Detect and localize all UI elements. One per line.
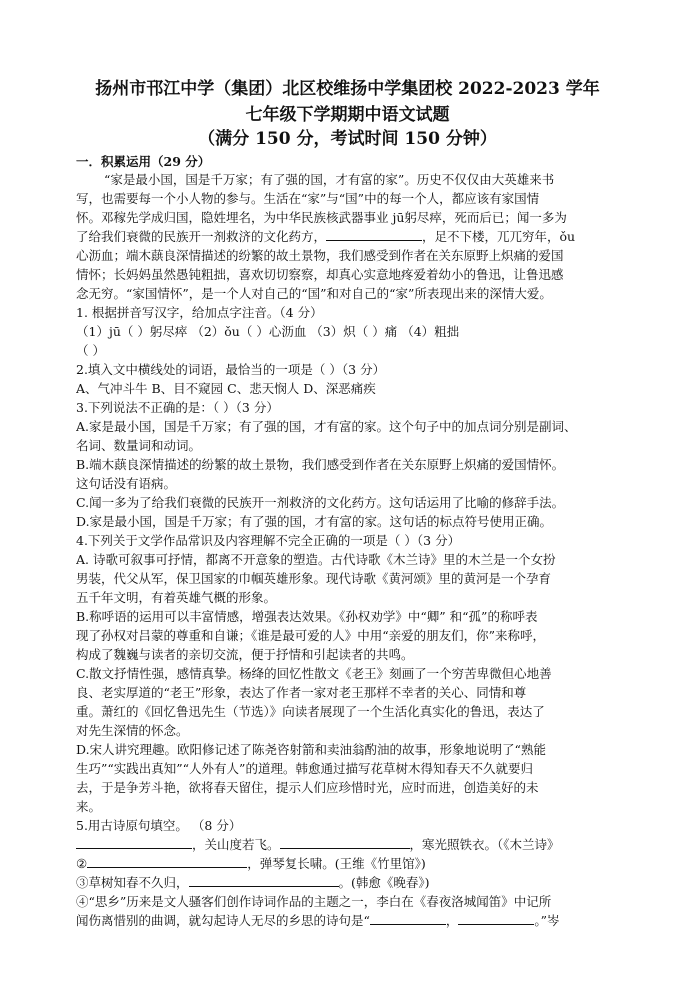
- question-1-stem: 1. 根据拼音写汉字，给加点字注音。（4 分）: [76, 305, 323, 320]
- answer-blank[interactable]: [189, 873, 339, 887]
- question-4-stem: 4.下列关于文学作品常识及内容理解不完全正确的一项是（ ）（3 分）: [76, 533, 461, 548]
- question-4-option: 来。: [76, 799, 102, 814]
- passage-text: 了给我们衰微的民族开一剂救济的文化药方，: [76, 229, 327, 244]
- passage-text: ，足不下楼，兀兀穷年，ǒu: [422, 229, 576, 244]
- question-4-option: 良、老实厚道的“老王”形象，表达了作者一家对老王那样不幸者的关心、同情和尊: [76, 685, 527, 700]
- question-4-option: A. 诗歌可叙事可抒情，都离不开意象的塑造。古代诗歌《木兰诗》里的木兰是一个女扮: [76, 552, 556, 567]
- poem-text: ③草树知春不久归，: [76, 875, 189, 890]
- exam-title-line1: 扬州市邗江中学（集团）北区校维扬中学集团校 2022-2023 学年: [95, 79, 600, 99]
- question-5-stem: 5.用古诗原句填空。 （8 分）: [76, 818, 242, 833]
- passage-line-with-blank: [76, 227, 628, 246]
- poem-text: ，: [445, 913, 459, 928]
- question-1-items-cont: （ ）: [76, 343, 105, 358]
- poem-text: ，寒光照铁衣。（《木兰诗》: [409, 837, 560, 852]
- passage-line: 念无穷。“家国情怀”，是一个人对自己的“国”和对自己的“家”所表现出来的深情大爱。: [76, 286, 552, 301]
- poem-text: ，关山度若飞。: [192, 837, 280, 852]
- question-3-option: A.家是最小国，国是千万家；有了强的国，才有富的家。这个句子中的加点词分别是副词、: [76, 419, 577, 434]
- passage-line: 心沥血；端木蕻良深情描述的纷繁的故土景物，我们感受到作者在关东原野上炽痛的爱国: [76, 248, 564, 263]
- exam-title-line2: 七年级下学期期中语文试题: [245, 105, 450, 125]
- question-2-stem: 2.填入文中横线处的词语，最恰当的一项是（ ）（3 分）: [76, 362, 386, 377]
- question-3-option: C.闻一多为了给我们衰微的民族开一剂救济的文化药方。这句话运用了比喻的修辞手法。: [76, 495, 565, 510]
- poem-text: 闻伤离惜别的曲调，就勾起诗人无尽的乡思的诗句是“: [76, 913, 370, 928]
- question-3-stem: 3.下列说法不正确的是：（ ）（3 分）: [76, 400, 279, 415]
- question-4-option: B.称呼语的运用可以丰富情感，增强表达效果。《孙权劝学》中“卿” 和“孤”的称呼表: [76, 609, 538, 624]
- question-4-option: 现了孙权对吕蒙的尊重和自谦；《谁是最可爱的人》中用“亲爱的朋友们，你”来称呼，: [76, 628, 546, 643]
- question-4-option: C.散文抒情性强，感情真挚。杨绛的回忆性散文《老王》刻画了一个穷苦卑微但心地善: [76, 666, 552, 681]
- answer-blank[interactable]: [76, 835, 192, 849]
- passage-line: 写，也需要每一个小人物的参与。生活在“家”与“国”中的每一个人，都应该有家国情: [76, 191, 540, 206]
- question-4-option: 对先生深情的怀念。: [76, 723, 189, 738]
- question-5-line1: [76, 835, 628, 854]
- question-4-option: 重。萧红的《回忆鲁迅先生（节选）》向读者展现了一个生活化真实化的鲁迅，表达了: [76, 704, 545, 719]
- answer-blank[interactable]: [326, 227, 422, 241]
- poem-text: 。(韩愈《晚春》): [338, 875, 430, 890]
- answer-blank[interactable]: [458, 911, 534, 925]
- question-4-option: D.宋人讲究理趣。欧阳修记述了陈尧咨射箭和卖油翁酌油的故事，形象地说明了“熟能: [76, 742, 546, 757]
- passage-line: 怀。邓稼先学成归国，隐姓埋名，为中华民族核武器事业 jū躬尽瘁，死而后已；闻一多为: [76, 210, 567, 225]
- answer-blank[interactable]: [87, 854, 247, 868]
- question-4-option: 男装，代父从军，保卫国家的巾帼英雄形象。现代诗歌《黄河颂》里的黄河是一个孕育: [76, 571, 552, 586]
- poem-text: ，弹琴复长啸。(王维《竹里馆》): [247, 856, 426, 871]
- question-4-option: 生巧”“实践出真知”“人外有人”的道理。韩愈通过描写花草树木得知春天不久就要归: [76, 761, 533, 776]
- question-1-items: （1）jū（ ）躬尽瘁 （2）ǒu（ ）心沥血 （3）炽（ ）痛 （4）粗拙: [76, 324, 460, 339]
- question-3-option: B.端木蕻良深情描述的纷繁的故土景物，我们感受到作者在关东原野上炽痛的爱国情怀。: [76, 457, 565, 472]
- question-5-line5: [76, 911, 628, 930]
- section-heading: 一．积累运用（29 分）: [76, 154, 211, 169]
- question-4-option: 去，于是争芳斗艳，欲将春天留住，提示人们应珍惜时光，应时而进，创造美好的未: [76, 780, 539, 795]
- question-4-option: 五千年文明，有着英雄气概的形象。: [76, 590, 277, 605]
- answer-blank[interactable]: [280, 835, 410, 849]
- question-2-options: A、气冲斗牛 B、目不窥园 C、悲天悯人 D、深恶痛疾: [76, 381, 376, 396]
- passage-line: “家是最小国，国是千万家；有了强的国，才有富的家”。历史不仅仅由大英雄来书: [104, 172, 555, 187]
- question-4-option: 构成了魏巍与读者的亲切交流，便于抒情和引起读者的共鸣。: [76, 647, 414, 662]
- question-3-option: 这句话没有语病。: [76, 476, 177, 491]
- question-5-line3: [76, 873, 628, 892]
- question-5-line2: [76, 854, 628, 873]
- question-3-option: 名词、数量词和动词。: [76, 438, 202, 453]
- question-5-line4: ④“思乡”历来是文人骚客们创作诗词作品的主题之一，李白在《春夜洛城闻笛》中记所: [76, 894, 552, 909]
- passage-line: 情怀；长妈妈虽然愚钝粗拙，喜欢切切察察，却真心实意地疼爱着幼小的鲁迅，让鲁迅感: [76, 267, 564, 282]
- answer-blank[interactable]: [370, 911, 446, 925]
- exam-title-line3: （满分 150 分，考试时间 150 分钟）: [198, 129, 497, 149]
- question-3-option: D.家是最小国，国是千万家；有了强的国，才有富的家。这句话的标点符号使用正确。: [76, 514, 553, 529]
- poem-text: 。”岑: [534, 913, 560, 928]
- item-number: ②: [76, 856, 88, 871]
